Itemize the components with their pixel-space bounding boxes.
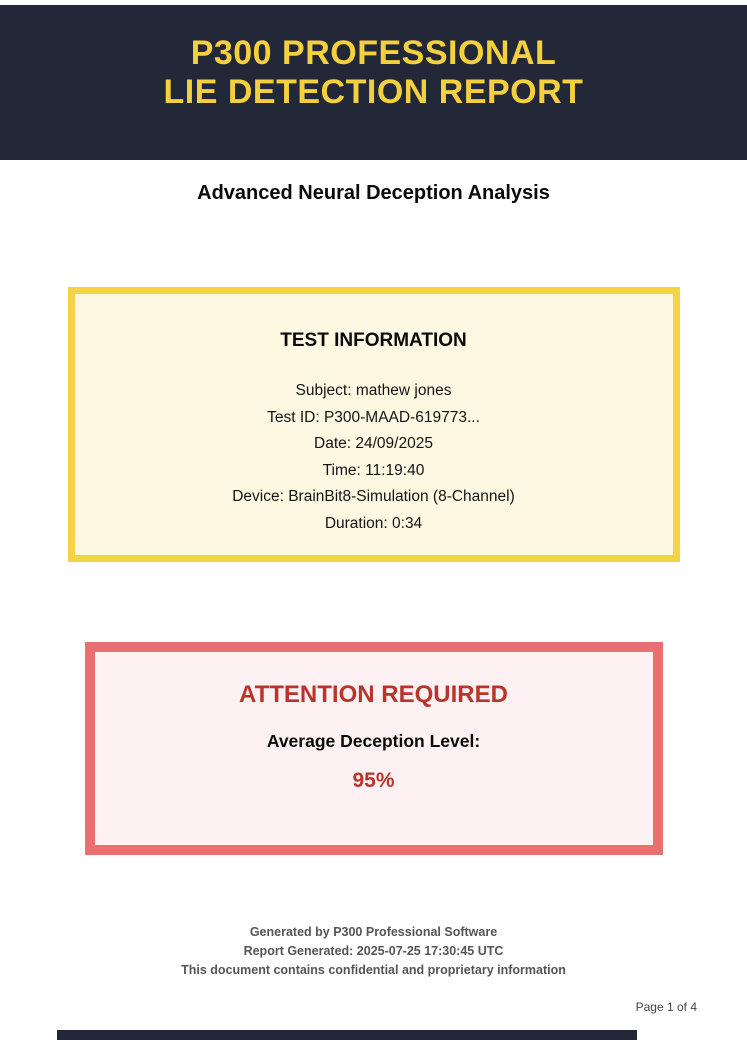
test-information-heading: TEST INFORMATION <box>280 330 467 351</box>
report-footer <box>0 923 747 980</box>
report-header <box>0 5 747 160</box>
info-line-test-id: Test ID: P300-MAAD-619773... <box>267 408 480 426</box>
deception-level-label: Average Deception Level: <box>266 731 481 751</box>
info-line-time: Time: 11:19:40 <box>322 461 425 479</box>
info-line-date: Date: 24/09/2025 <box>314 435 433 452</box>
attention-heading: ATTENTION REQUIRED <box>239 681 508 708</box>
report-title-line2: LIE DETECTION REPORT <box>163 72 584 111</box>
footer-generated-time: Report Generated: 2025-07-25 17:30:45 UTC <box>243 944 504 958</box>
info-line-device: Device: BrainBit8-Simulation (8-Channel) <box>232 488 515 505</box>
test-information-box <box>68 287 680 562</box>
footer-generated-by: Generated by P300 Professional Software <box>249 925 498 939</box>
report-title <box>164 34 584 132</box>
deception-level-value: 95% <box>352 769 395 792</box>
report-subtitle: Advanced Neural Deception Analysis <box>197 182 550 204</box>
info-line-subject: Subject: mathew jones <box>295 382 452 399</box>
page-indicator: Page 1 of 4 <box>635 1000 697 1014</box>
footer-confidential: This document contains confidential and proprietary information <box>181 963 566 977</box>
next-page-header-bar <box>57 1030 637 1040</box>
info-line-duration: Duration: 0:34 <box>324 514 423 532</box>
attention-box <box>85 642 663 855</box>
report-title-line1: P300 PROFESSIONAL <box>190 33 557 72</box>
